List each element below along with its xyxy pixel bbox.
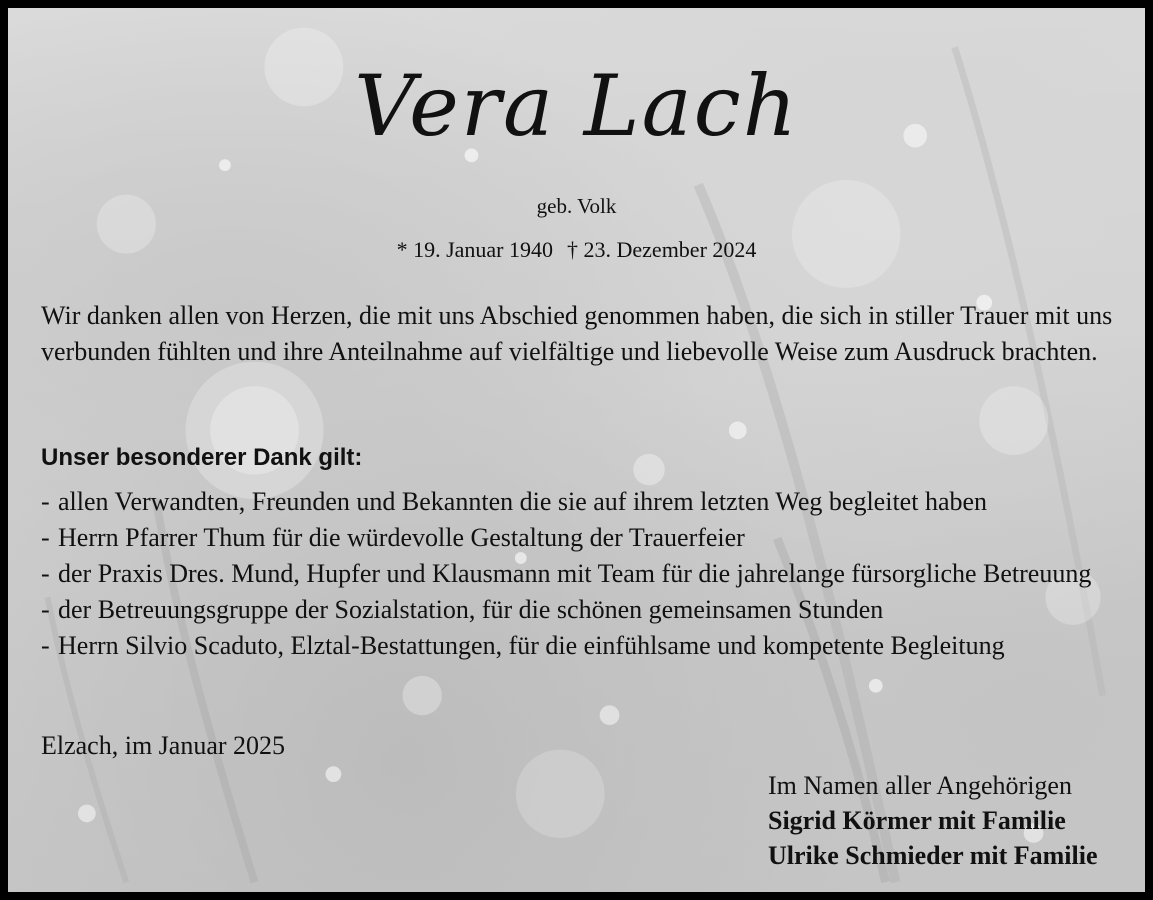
list-dash: - [41, 559, 50, 588]
thanks-list-item [41, 556, 1131, 592]
signature-intro: Im Namen aller Angehörigen [768, 771, 1072, 800]
list-dash: - [41, 523, 50, 552]
thanks-list-item-text: Herrn Pfarrer Thum für die würdevolle Gestaltung der Trauerfeier [58, 523, 745, 552]
thanks-list-item-text: der Betreuungsgruppe der Sozialstation, für die schönen gemeinsamen Stunden [58, 595, 884, 624]
maiden-name: geb. Volk [536, 194, 617, 218]
thanks-heading: Unser besonderer Dank gilt: [41, 444, 363, 471]
list-dash: - [41, 631, 50, 660]
thanks-list-item [41, 520, 1131, 556]
thanks-list [41, 484, 1131, 664]
thanks-list-item [41, 484, 1131, 520]
thanks-list-item [41, 592, 1131, 628]
thanks-list-item [41, 628, 1131, 664]
obituary-content [8, 8, 1145, 892]
signatory: Sigrid Körmer mit Familie [768, 806, 1066, 835]
death-date: † 23. Dezember 2024 [567, 237, 757, 262]
life-dates [8, 237, 1145, 263]
place-and-date: Elzach, im Januar 2025 [41, 731, 286, 760]
signature-block [768, 768, 1098, 873]
thanks-list-item-text: Herrn Silvio Scaduto, Elztal-Bestattungen, für die einfühlsame und kompetente Begleitung [58, 631, 1005, 660]
deceased-name: Vera Lach [354, 57, 799, 155]
list-dash: - [41, 595, 50, 624]
thanks-list-item-text: der Praxis Dres. Mund, Hupfer und Klausmann mit Team für die jahrelange fürsorgliche Betreuung [58, 559, 1092, 588]
birth-date: * 19. Januar 1940 [396, 237, 554, 262]
list-dash: - [41, 487, 50, 516]
signatory: Ulrike Schmieder mit Familie [768, 841, 1098, 870]
thanks-intro-text: Wir danken allen von Herzen, die mit uns Abschied genommen haben, die sich in stiller Trauer mit uns verbunden fühlten und ihre Anteilnahme auf vielfältige und liebevolle Weise zum Ausdruck brachten. [41, 301, 1113, 366]
thanks-list-item-text: allen Verwandten, Freunden und Bekannten die sie auf ihrem letzten Weg begleitet haben [58, 487, 988, 516]
